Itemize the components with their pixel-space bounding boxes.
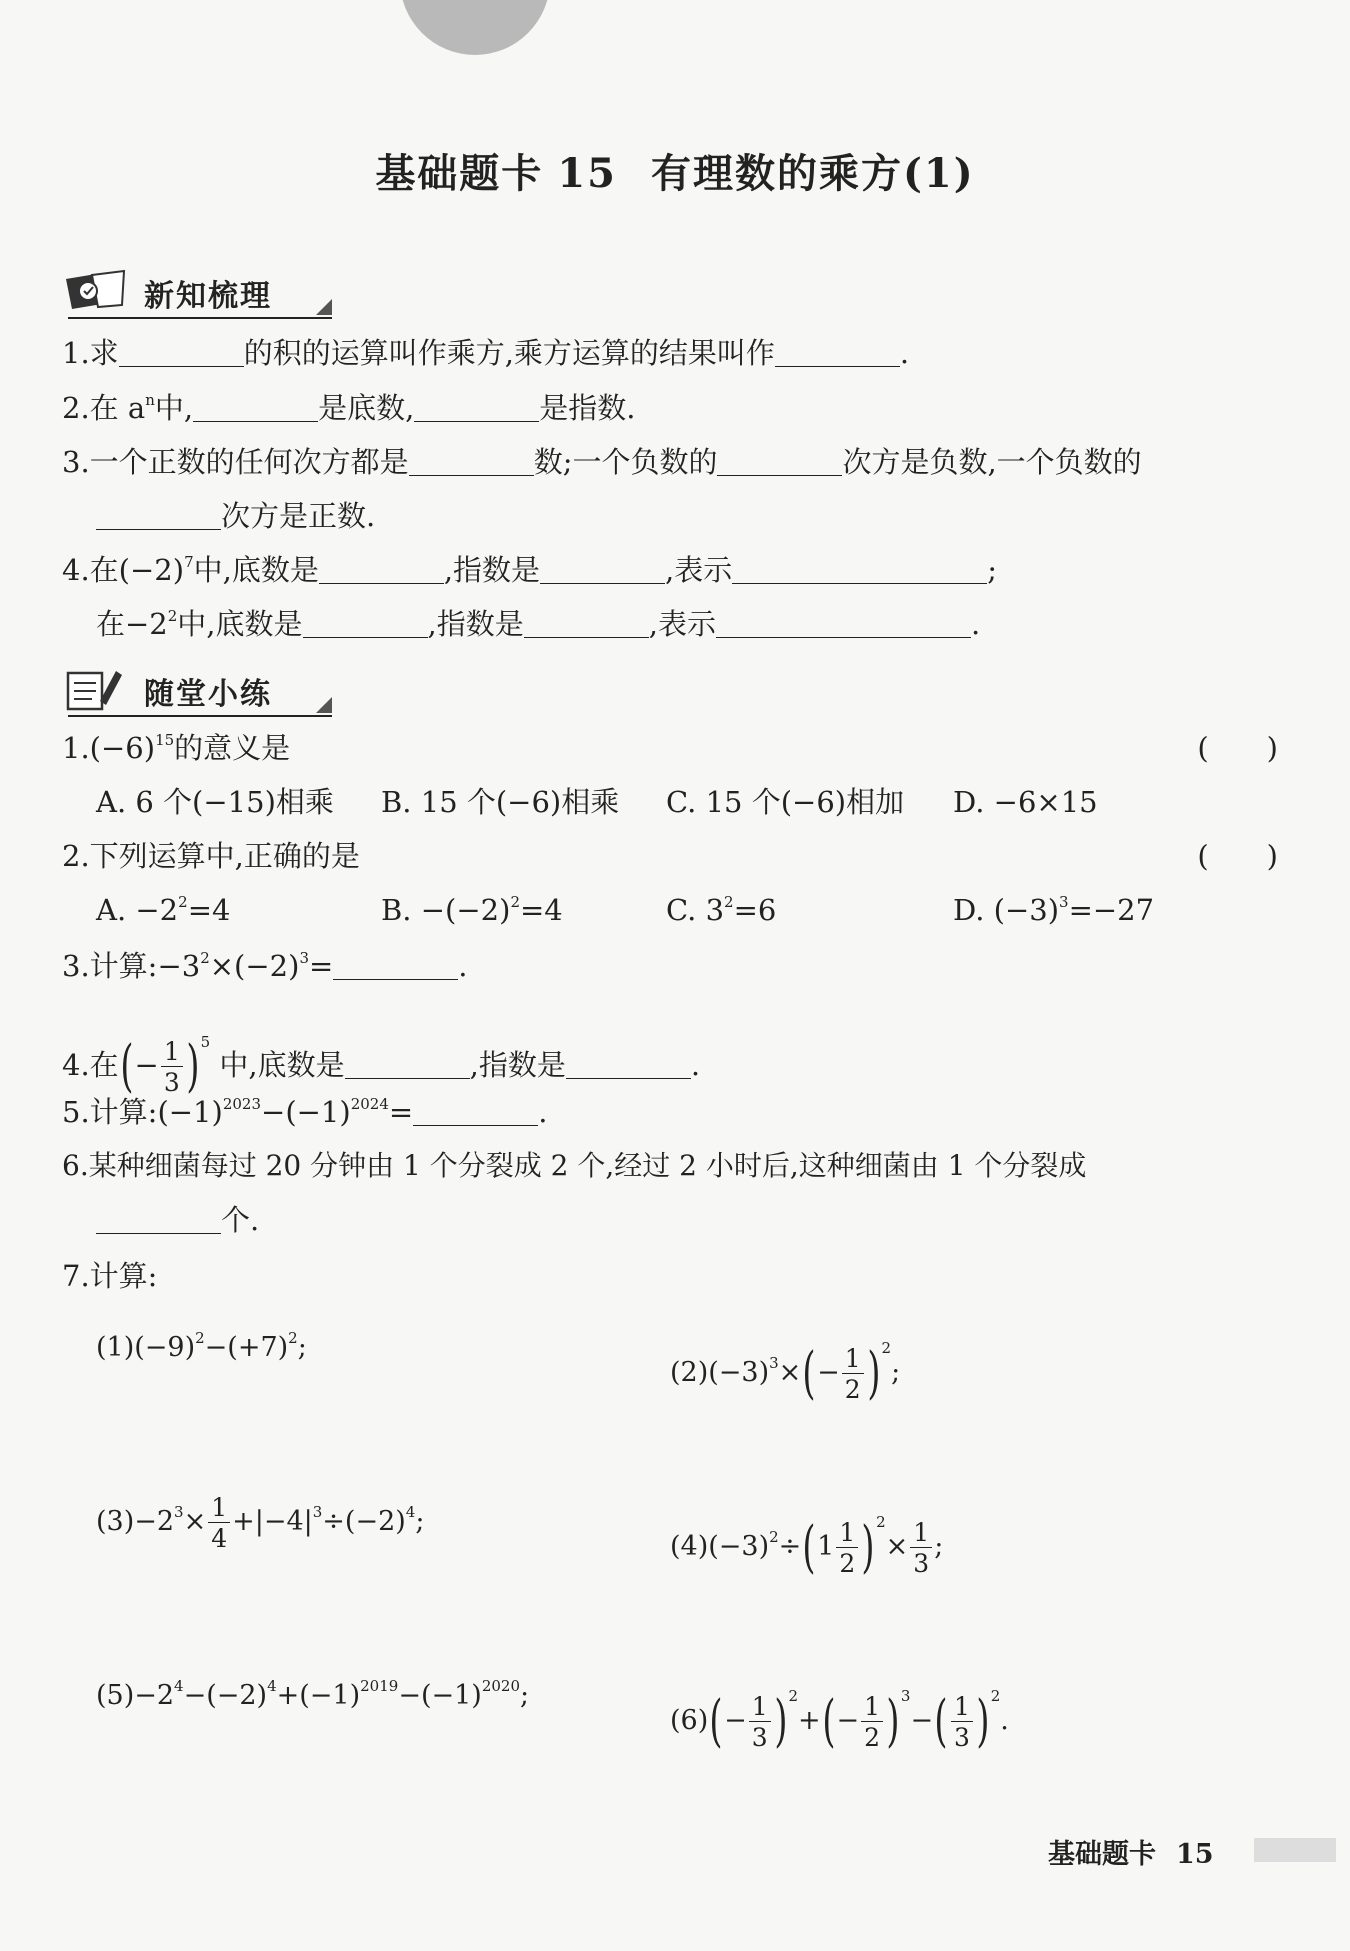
title-topic: 有理数的乘方(1) bbox=[650, 150, 975, 197]
page-number: 15 bbox=[1176, 1839, 1214, 1870]
answer-blank[interactable] bbox=[119, 336, 244, 367]
answer-blank[interactable] bbox=[409, 445, 534, 476]
answer-blank[interactable] bbox=[732, 553, 987, 584]
answer-blank[interactable] bbox=[303, 607, 428, 638]
answer-blank[interactable] bbox=[540, 553, 665, 584]
option-d[interactable]: D. $(-3)^3=-27$ bbox=[953, 893, 1155, 927]
calc-5: $(5)-2^4-(-2)^4+(-1)^{2019}-(-1)^{2020}$; bbox=[96, 1677, 530, 1711]
calc-2: $(2)(-3)^3\times(-$ $\frac{1}{2}$ )$^2$; bbox=[670, 1339, 901, 1406]
practice-q6: 6.某种细菌每过 20 分钟由 1 个分裂成 2 个,经过 2 小时后,这种细菌由 1 个分裂成 bbox=[62, 1149, 1087, 1182]
title-number: 15 bbox=[557, 150, 617, 197]
section-header-practice bbox=[62, 663, 332, 717]
practice-q5: 5.计算$:(-1)^{2023}-(-1)^{2024}=$ . bbox=[62, 1095, 548, 1129]
practice-q1: $1.(-6)^{15}$的意义是 ( ) bbox=[62, 728, 1278, 768]
option-b[interactable]: B. 15 个(−6)相乘 bbox=[381, 785, 620, 819]
knowledge-q4-second: 在$-2^2$中,底数是 ,指数是 ,表示 . bbox=[96, 607, 981, 641]
practice-q3: 3.计算$:-3^2\times(-2)^3=$ . bbox=[62, 949, 468, 983]
answer-blank[interactable] bbox=[524, 607, 649, 638]
answer-blank[interactable] bbox=[96, 499, 221, 530]
section-label: 随堂小练 bbox=[144, 677, 272, 712]
knowledge-q4: 4.在$(-2)^7$中,底数是 ,指数是 ,表示 ; bbox=[62, 553, 998, 587]
option-c[interactable]: C. $3^2=6$ bbox=[666, 893, 777, 927]
notebook-pencil-icon bbox=[62, 667, 128, 711]
fraction: $\frac{1}{3}$ bbox=[161, 1039, 183, 1095]
fraction: $\frac{1}{4}$ bbox=[208, 1495, 230, 1551]
answer-blank[interactable] bbox=[413, 1095, 538, 1126]
calc-6: (6)(− $\frac{1}{3}$ )$^2$+(− $\frac{1}{2}$ )$^3$−( $\frac{1}{3}$ )$^2$. bbox=[670, 1687, 1009, 1754]
section-underline bbox=[68, 715, 332, 717]
answer-blank[interactable] bbox=[717, 445, 842, 476]
practice-q6-cont: 个. bbox=[96, 1200, 1278, 1240]
practice-q1-options bbox=[96, 782, 1278, 822]
knowledge-q3-cont: 次方是正数. bbox=[96, 496, 1278, 536]
page-footer bbox=[1048, 1832, 1214, 1871]
calc-4: $(4)(-3)^2\div(1$ $\frac{1}{2}$ )$^2$× $\frac{1}{3}$ ; bbox=[670, 1513, 944, 1580]
section-label: 新知梳理 bbox=[144, 279, 272, 314]
answer-blank[interactable] bbox=[414, 391, 539, 422]
fraction: $\frac{1}{3}$ bbox=[749, 1694, 771, 1750]
title-main: 基础题卡 bbox=[375, 150, 544, 197]
answer-paren[interactable]: ( ) bbox=[1197, 731, 1278, 765]
page-title bbox=[0, 142, 1350, 199]
answer-blank[interactable] bbox=[566, 1048, 691, 1079]
top-decoration bbox=[400, 0, 550, 55]
practice-q7: 7.计算: bbox=[62, 1259, 158, 1293]
answer-blank[interactable] bbox=[193, 391, 318, 422]
option-d[interactable]: D. −6×15 bbox=[953, 785, 1098, 819]
answer-blank[interactable] bbox=[96, 1203, 221, 1234]
knowledge-q1: 1.求 的积的运算叫作乘方,乘方运算的结果叫作 . bbox=[62, 336, 910, 370]
section-triangle bbox=[316, 299, 332, 315]
section-triangle bbox=[316, 697, 332, 713]
fraction: $\frac{1}{2}$ bbox=[861, 1694, 883, 1750]
calc-1: $(1)(-9)^2-(+7)^2$; bbox=[96, 1329, 307, 1363]
option-a[interactable]: A. 6 个(−15)相乘 bbox=[96, 785, 334, 819]
answer-blank[interactable] bbox=[775, 336, 900, 367]
answer-blank[interactable] bbox=[716, 607, 971, 638]
option-a[interactable]: A. $-2^2=4$ bbox=[96, 893, 231, 927]
calc-3: $(3)-2^3\times$ $\frac{1}{4}$ $+|-4|^3\div(-2)^4$; bbox=[96, 1492, 425, 1553]
book-icon bbox=[62, 269, 128, 313]
option-c[interactable]: C. 15 个(−6)相加 bbox=[666, 785, 905, 819]
fraction: $\frac{1}{2}$ bbox=[836, 1520, 858, 1576]
footer-decoration bbox=[1254, 1838, 1336, 1862]
practice-q4: 4.在(− $\frac{1}{3}$ )$^5$ 中,底数是 ,指数是 . bbox=[62, 1033, 701, 1099]
practice-q2: 2.下列运算中,正确的是 ( ) bbox=[62, 836, 1278, 876]
answer-paren[interactable]: ( ) bbox=[1197, 839, 1278, 873]
footer-label: 基础题卡 bbox=[1048, 1839, 1156, 1870]
fraction: $\frac{1}{3}$ bbox=[910, 1520, 932, 1576]
answer-blank[interactable] bbox=[345, 1048, 470, 1079]
fraction: $\frac{1}{2}$ bbox=[842, 1346, 864, 1402]
knowledge-q3: 3.一个正数的任何次方都是 数;一个负数的 次方是负数,一个负数的 bbox=[62, 445, 1142, 479]
answer-blank[interactable] bbox=[319, 553, 444, 584]
option-b[interactable]: B. $-(-2)^2=4$ bbox=[381, 893, 563, 927]
answer-blank[interactable] bbox=[333, 949, 458, 980]
fraction: $\frac{1}{3}$ bbox=[951, 1694, 973, 1750]
section-header-knowledge bbox=[62, 265, 332, 319]
practice-q2-options bbox=[96, 890, 1278, 930]
knowledge-q2: 2.在 $a^n$中, 是底数, 是指数. bbox=[62, 391, 636, 425]
section-underline bbox=[68, 317, 332, 319]
